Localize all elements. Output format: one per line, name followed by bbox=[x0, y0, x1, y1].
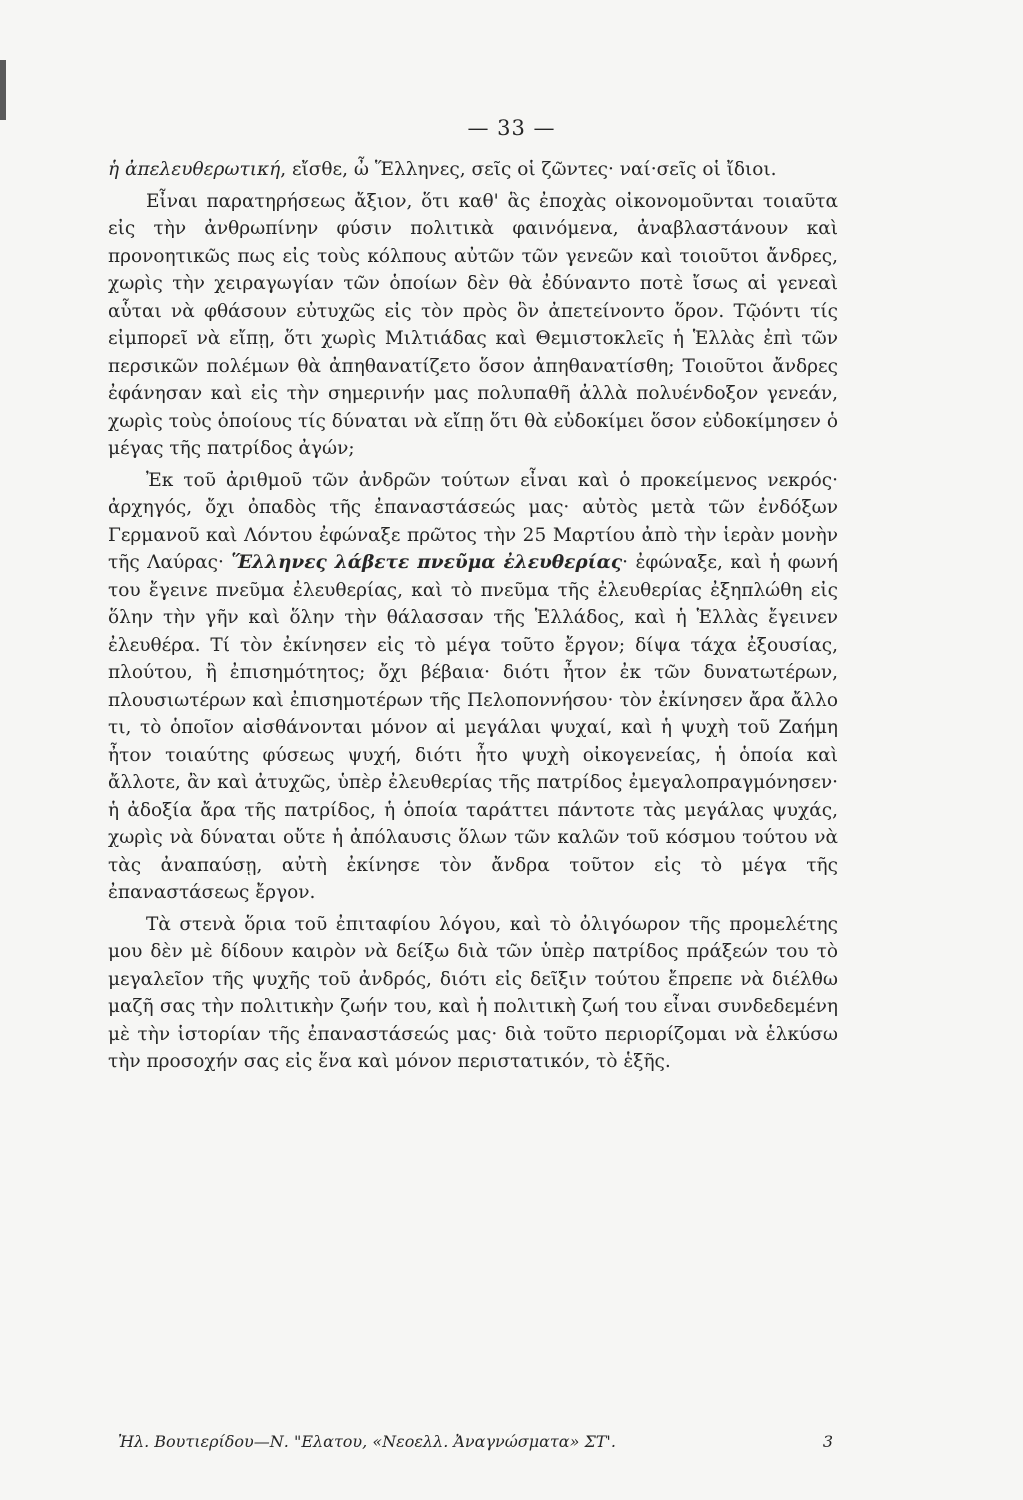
page-number: — 33 — bbox=[467, 116, 556, 140]
paragraph-4: Τὰ στενὰ ὅρια τοῦ ἐπιταφίου λόγου, καὶ τὸ ὀλιγόωρον τῆς προμελέτης μου δὲν μὲ δίδουν καιρὸν νὰ δείξω διὰ τῶν ὑπὲρ πατρίδος πράξεών του τὸ μεγαλεῖον τῆς ψυχῆς τοῦ ἀνδρός, διότι εἰς δεῖξιν τούτου ἔπρεπε νὰ διέλθω μαζῆ σας τὴν πολιτικὴν ζωήν του, καὶ ἡ πολιτικὴ ζωή του εἶναι συνδεδεμένη μὲ τὴν ἱστορίαν τῆς ἐπαναστάσεώς μας· διὰ τοῦτο περιορίζομαι νὰ ἑλκύσω τὴν προσοχήν σας εἰς ἕνα καὶ μόνον περιστατικόν, τὸ ἑξῆς. bbox=[108, 913, 838, 1072]
paragraph-text: · ἐφώναξε, καὶ ἡ φωνή του ἔγεινε πνεῦμα ἐλευθερίας, καὶ τὸ πνεῦμα τῆς ἐλευθερίας ἐξηπλώθη εἰς ὅλην τὴν γῆν καὶ ὅλην τὴν θάλασσαν τῆς Ἑλλάδος, καὶ ἡ Ἑλλὰς ἔγεινεν ἐλευθέρα. Τί τὸν ἐκίνησεν εἰς τὸ μέγα τοῦτο ἔργον; δίψα τάχα ἐξουσίας, πλούτου, ἢ ἐπισημότητος; ὄχι βέβαια· διότι ἦτον ἐκ τῶν δυνατωτέρων, πλουσιωτέρων καὶ ἐπισημοτέρων τῆς Πελοποννήσου· τὸν ἐκίνησεν ἄρα ἄλλο τι, τὸ ὁποῖον αἰσθάνονται μόνον αἱ μεγάλαι ψυχαί, καὶ ἡ ψυχὴ τοῦ Ζαήμη ἦτον τοιαύτης φύσεως ψυχή, διότι ἦτο ψυχὴ οἰκογενείας, ἡ ὁποία καὶ ἄλλοτε, ἂν καὶ ἀτυχῶς, ὑπὲρ ἐλευθερίας τῆς πατρίδος ἐμεγαλοπραγμόνησεν· ἡ ἀδοξία ἄρα τῆς πατρίδος, ἡ ὁποία ταράττει πάντοτε τὰς μεγάλας ψυχάς, χωρὶς νὰ δύναται οὔτε ἡ ἀπόλαυσις ὅλων τῶν καλῶν τοῦ κόσμου τούτου νὰ τὰς ἀναπαύσῃ, αὐτὴ ἐκίνησε τὸν ἄνδρα τοῦτον εἰς τὸ μέγα τῆς ἐπαναστάσεως ἔργον. bbox=[108, 552, 838, 903]
quoted-exclamation: Ἕλληνες λάβετε πνεῦμα ἐλευθερίας bbox=[231, 552, 623, 573]
body-text bbox=[108, 156, 838, 1076]
paragraph-1 bbox=[108, 156, 838, 184]
signature-mark: 3 bbox=[822, 1432, 833, 1451]
paragraph-2: Εἶναι παρατηρήσεως ἄξιον, ὅτι καθ' ἃς ἐποχὰς οἰκονομοῦνται τοιαῦτα εἰς τὴν ἀνθρωπίνην φύσιν πολιτικὰ φαινόμενα, ἀναβλαστάνουν καὶ προνοητικῶς πως εἰς τοὺς κόλπους αὐτῶν τῶν γενεῶν καὶ τοιοῦτοι ἄνδρες, χωρὶς τὴν χειραγωγίαν τῶν ὁποίων δὲν θὰ ἐδύναντο ποτὲ ἴσως αἱ γενεαὶ αὗται νὰ φθάσουν εὐτυχῶς εἰς τὸν πρὸς ὃν ἀπετείνοντο ὅρον. Τῷόντι τίς εἰμπορεῖ νὰ εἴπῃ, ὅτι χωρὶς Μιλτιάδας καὶ Θεμιστοκλεῖς ἡ Ἑλλὰς ἐπὶ τῶν περσικῶν πολέμων θὰ ἀπηθανατίζετο ὅσον ἀπηθανατίσθη; Τοιοῦτοι ἄνδρες ἐφάνησαν καὶ εἰς τὴν σημερινήν μας πολυπαθῆ ἀλλὰ πολυένδοξον γενεάν, χωρὶς τοὺς ὁποίους τίς δύναται νὰ εἴπῃ ὅτι θὰ εὐδοκίμει ὅσον εὐδοκίμησεν ὁ μέγας τῆς πατρίδος ἀγών; bbox=[108, 190, 838, 459]
paragraph-text: Ἐκ τοῦ ἀριθμοῦ τῶν ἀνδρῶν τούτων εἶναι καὶ ὁ προκείμενος νεκρός· ἀρχηγός, ὄχι ὀπαδὸς τῆς ἐπαναστάσεώς μας· αὐτὸς μετὰ τῶν ἐνδόξων Γερμανοῦ καὶ Λόντου ἐφώναξε πρῶτος τὴν 25 Μαρτίου ἀπὸ τὴν ἱερὰν μονὴν τῆς Λαύρας· bbox=[108, 469, 838, 573]
footer-source: Ἠλ. Βουτιερίδου—Ν. "Ελατου, «Νεοελλ. Ἀναγνώσματα» ΣΤ'. bbox=[118, 1432, 616, 1451]
page-footer bbox=[118, 1432, 833, 1451]
paragraph-text: , εἴσθε, ὦ Ἕλληνες, σεῖς οἱ ζῶντες· ναί·σεῖς οἱ ἴδιοι. bbox=[280, 159, 777, 180]
emphasis-text: ἡ ἀπελευθερωτική bbox=[108, 159, 281, 180]
scan-edge-mark bbox=[0, 60, 6, 120]
paragraph-3 bbox=[108, 467, 838, 907]
